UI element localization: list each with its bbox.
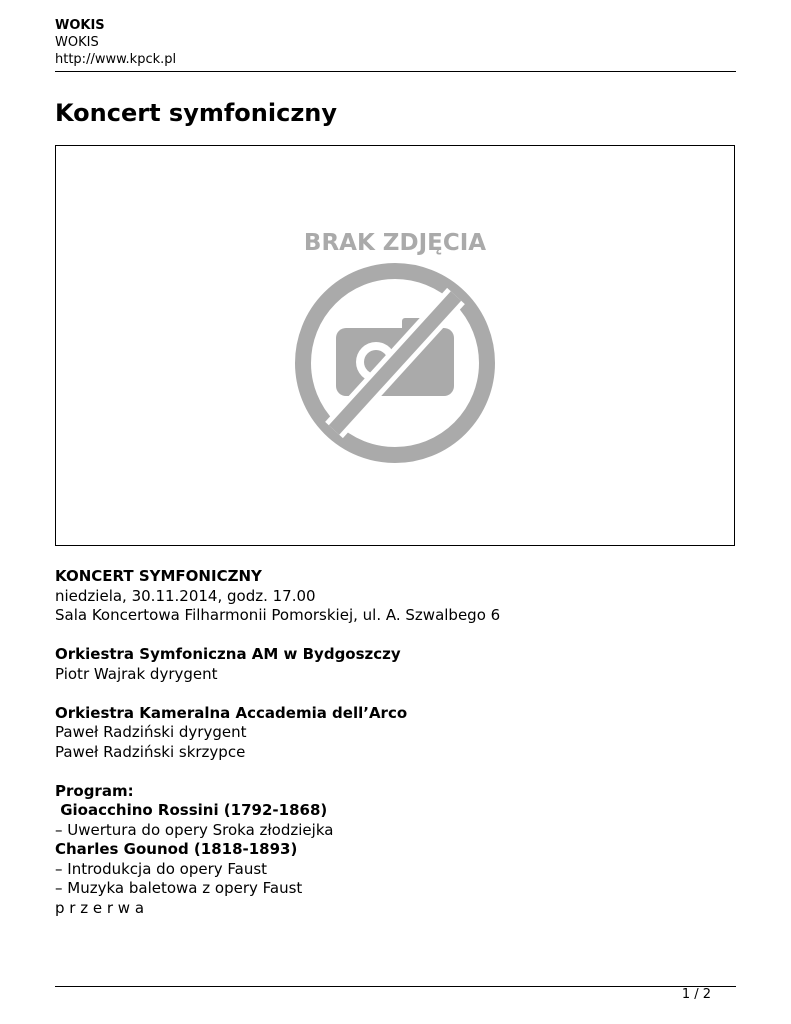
work-gounod-1: – Introdukcja do opery Faust [55,859,268,878]
site-url[interactable]: http://www.kpck.pl [55,52,177,67]
work-rossini-1: – Uwertura do opery Sroka złodziejka [55,820,334,839]
footer-divider [55,986,736,987]
event-venue: Sala Koncertowa Filharmonii Pomorskiej, ul. A. Szwalbego 6 [55,606,501,624]
placeholder-label: BRAK ZDJĘCIA [303,230,487,256]
page-title: Koncert symfoniczny [55,99,338,127]
orchestra2-conductor: Paweł Radziński dyrygent [55,723,247,741]
event-details [55,567,735,918]
orchestra1-conductor: Piotr Wajrak dyrygent [55,664,218,683]
event-photo-placeholder [55,145,735,546]
site-name: WOKIS [55,18,105,33]
composer-rossini: Gioacchino Rossini (1792-1868) [55,801,328,819]
work-gounod-2: – Muzyka baletowa z opery Faust [55,879,303,897]
header-divider [55,71,736,72]
no-photo-camera-icon [56,146,734,545]
intermission: p r z e r w a [55,898,145,917]
orchestra2-violin: Paweł Radziński skrzypce [55,742,246,761]
orchestra2-name: Orkiestra Kameralna Accademia dell’Arco [55,703,408,722]
site-subtitle: WOKIS [55,35,99,50]
orchestra1-name: Orkiestra Symfoniczna AM w Bydgoszczy [55,645,401,663]
spacer [55,684,735,704]
spacer [55,762,735,782]
spacer [55,626,735,646]
event-heading: KONCERT SYMFONICZNY [55,567,262,585]
page-indicator: 1 / 2 [681,987,711,1002]
document-header [55,17,176,68]
event-datetime: niedziela, 30.11.2014, godz. 17.00 [55,586,316,605]
composer-gounod: Charles Gounod (1818-1893) [55,840,298,858]
program-heading: Program: [55,781,134,800]
